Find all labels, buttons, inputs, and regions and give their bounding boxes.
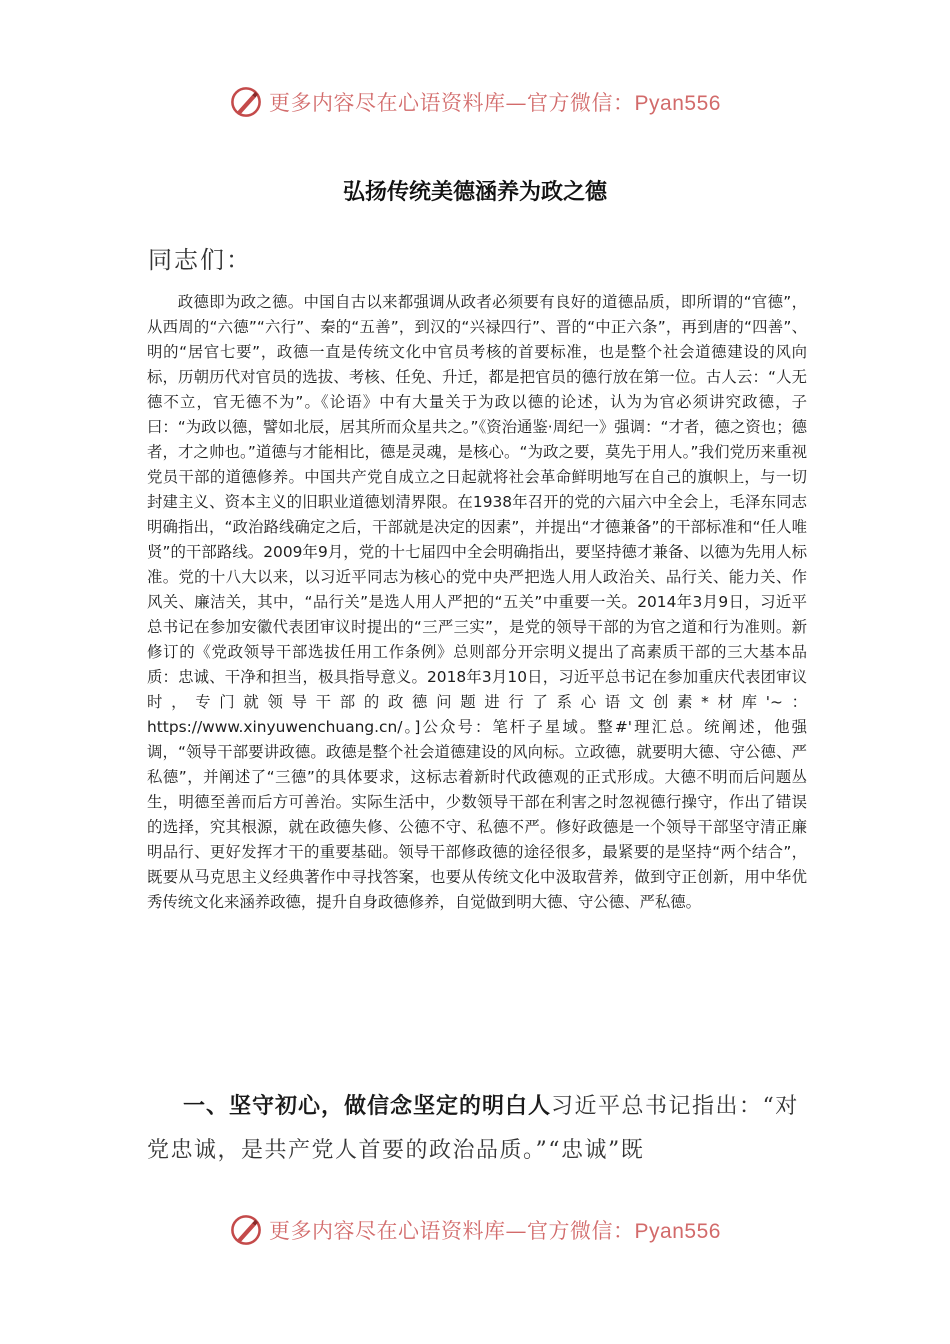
pen-logo-icon <box>229 1213 263 1247</box>
body-paragraph: 政德即为政之德。中国自古以来都强调从政者必须要有良好的道德品质，即所谓的“官德”，从西周的“六德”“六行”、秦的“五善”，到汉的“兴禄四行”、晋的“中正六条”，再到唐的“四善”、明的“居官七要”，政德一直是传统文化中官员考核的首要标准，也是整个社会道德建设的风向标，历朝历代对官员的选拔、考核、任免、升迁，都是把官员的德行放在第一位。古人云：“人无德不立，官无德不为”。《论语》中有大量关于为政以德的论述，认为为官必须讲究政德，子曰：“为政以德，譬如北辰，居其所而众星共之。”《资治通鉴·周纪一》强调：“才者，德之资也；德者，才之帅也。”道德与才能相比，德是灵魂，是核心。“为政之要，莫先于用人。”我们党历来重视党员干部的道德修养。中国共产党自成立之日起就将社会革命鲜明地写在自己的旗帜上，与一切封建主义、资本主义的旧职业道德划清界限。在1938年召开的党的六届六中全会上，毛泽东同志明确指出，“政治路线确定之后，干部就是决定的因素”，并提出“才德兼备”的干部标准和“任人唯贤”的干部路线。2009年9月，党的十七届四中全会明确指出，要坚持德才兼备、以德为先用人标准。党的十八大以来，以习近平同志为核心的党中央严把选人用人政治关、品行关、能力关、作风关、廉洁关，其中，“品行关”是选人用人严把的“五关”中重要一关。2014年3月9日，习近平总书记在参加安徽代表团审议时提出的“三严三实”，是党的领导干部的为官之道和行为准则。新修订的《党政领导干部选拔任用工作条例》总则部分开宗明义提出了高素质干部的三大基本品质：忠诚、干净和担当，极具指导意义。2018年3月10日，习近平总书记在参加重庆代表团审议时，专门就领导干部的政德问题进行了系心语文创素*材库'~：https://www.xinyuwenchuang.cn/。]公众号：笔杆子星域。整#'理汇总。统阐述，他强调，“领导干部要讲政德。政德是整个社会道德建设的风向标。立政德，就要明大德、守公德、严私德”，并阐述了“三德”的具体要求，这标志着新时代政德观的正式形成。大德不明而后问题丛生，明德至善而后方可善治。实际生活中，少数领导干部在利害之时忽视德行操守，作出了错误的选择，究其根源，就在政德失修、公德不守、私德不严。修好政德是一个领导干部坚守清正廉明品行、更好发挥才干的重要基础。领导干部修政德的途径很多，最紧要的是坚持“两个结合”，既要从马克思主义经典著作中寻找答案，也要从传统文化中汲取营养，做到守正创新，用中华优秀传统文化来涵养政德，提升自身政德修养，自觉做到明大德、守公德、严私德。 <box>147 293 807 911</box>
section-one <box>147 1085 817 1173</box>
watermark-text: 更多内容尽在心语资料库—官方微信：Pyan556 <box>269 91 721 115</box>
watermark-header <box>0 82 950 122</box>
salutation: 同志们： <box>148 246 252 274</box>
watermark-text: 更多内容尽在心语资料库—官方微信：Pyan556 <box>269 1219 721 1243</box>
section-heading: 一、坚守初心，做信念坚定的明白人 <box>183 1094 552 1119</box>
section-text: 习近平总书记指出：“对党忠诚，是共产党人首要的政治品质。”“忠诚”既 <box>147 1094 799 1163</box>
watermark-footer <box>0 1210 950 1250</box>
document-title: 弘扬传统美德涵养为政之德 <box>342 180 607 205</box>
pen-logo-icon <box>229 85 263 119</box>
